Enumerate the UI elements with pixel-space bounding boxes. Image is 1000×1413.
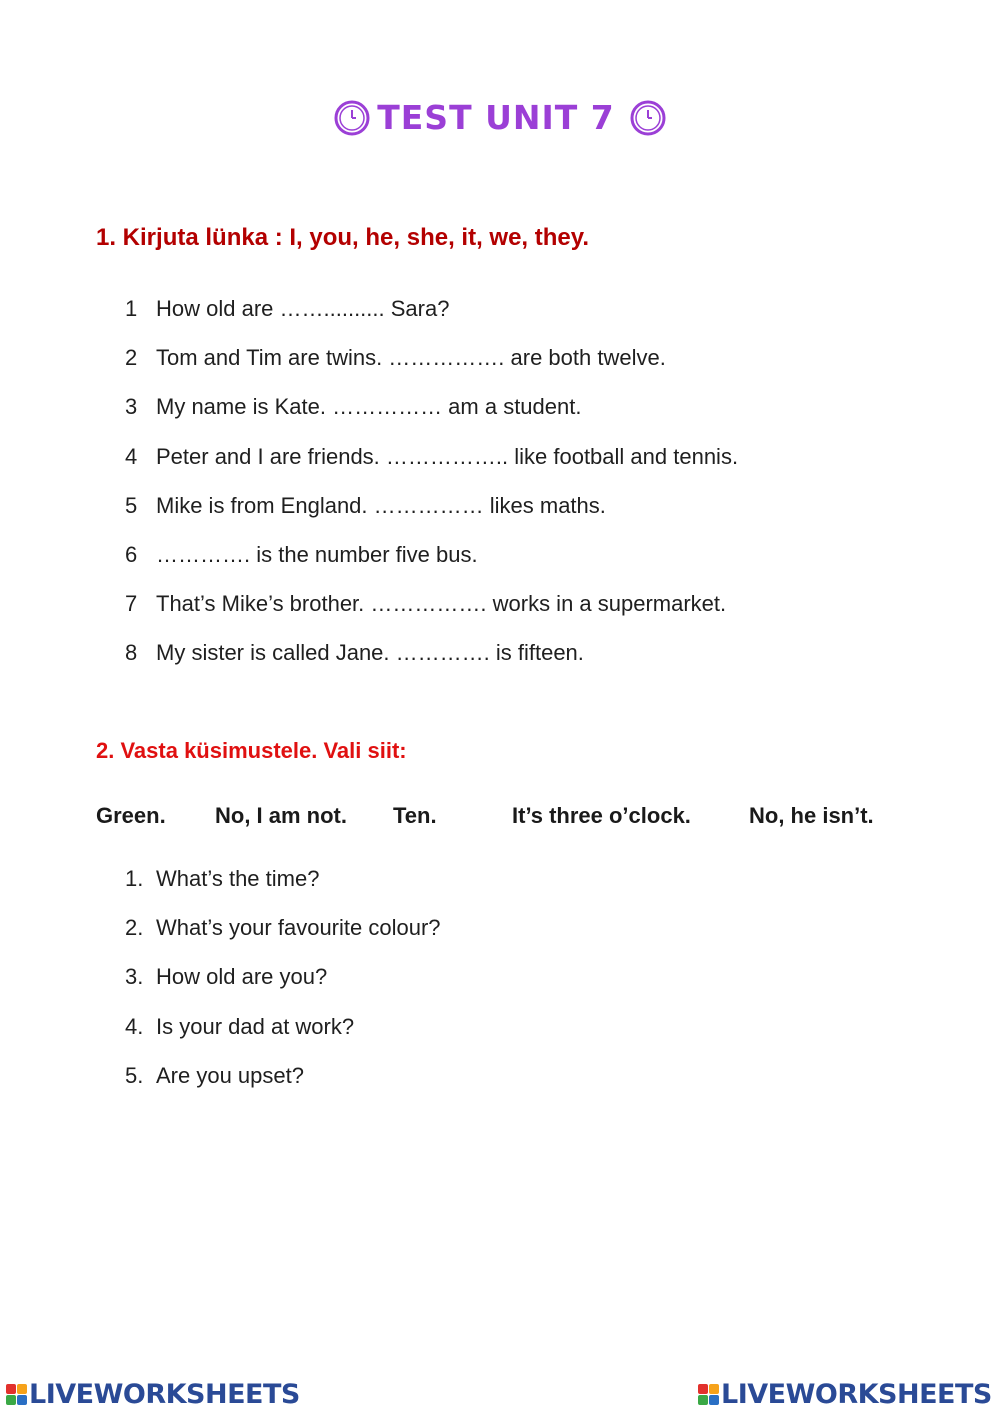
item-number: 1 — [125, 296, 138, 321]
item-number: 1. — [125, 866, 144, 891]
item-number: 4. — [125, 1013, 144, 1039]
list-item — [125, 915, 441, 964]
item-text: My name is Kate. …………… am a student. — [156, 394, 582, 420]
item-text: Is your dad at work? — [156, 1013, 355, 1039]
item-text: Tom and Tim are twins. ……………. are both twelve. — [156, 345, 666, 371]
item-text: Are you upset? — [156, 1062, 304, 1088]
section-1-heading: 1. Kirjuta lünka : I, you, he, she, it, we, they. — [96, 224, 589, 251]
item-number: 2. — [125, 915, 144, 941]
logo-mark-icon — [6, 1384, 27, 1405]
item-text: How old are …….......... Sara? — [156, 296, 450, 321]
answer-option: No, he isn’t. — [749, 803, 874, 828]
list-item — [125, 345, 738, 394]
title-text: TEST UNIT 7 — [377, 98, 615, 137]
list-item — [125, 444, 738, 493]
answer-option: It’s three o’clock. — [512, 803, 691, 828]
liveworksheets-logo[interactable] — [6, 1379, 300, 1410]
item-text: What’s the time? — [156, 866, 320, 891]
answer-option: No, I am not. — [215, 803, 347, 828]
logo-mark-icon — [698, 1384, 719, 1405]
clock-icon — [333, 99, 371, 137]
item-number: 4 — [125, 443, 138, 469]
item-text: …………. is the number five bus. — [156, 541, 478, 567]
item-text: Mike is from England. …………… likes maths. — [156, 492, 606, 518]
item-number: 5 — [125, 492, 138, 518]
item-number: 3. — [125, 964, 144, 990]
list-item — [125, 1063, 441, 1112]
logo-text: LIVEWORKSHEETS — [721, 1379, 992, 1410]
list-item — [125, 591, 738, 640]
section-2-heading: 2. Vasta küsimustele. Vali siit: — [96, 738, 407, 763]
fill-in-list — [125, 296, 738, 690]
list-item — [125, 296, 738, 345]
answer-option: Ten. — [393, 803, 437, 828]
item-number: 3 — [125, 394, 138, 420]
list-item — [125, 866, 441, 915]
list-item — [125, 493, 738, 542]
item-text: Peter and I are friends. …………….. like football and tennis. — [156, 443, 739, 469]
item-text: How old are you? — [156, 964, 328, 990]
item-text: My sister is called Jane. …………. is fifteen. — [156, 640, 584, 666]
list-item — [125, 394, 738, 443]
item-number: 2 — [125, 345, 138, 371]
item-text: What’s your favourite colour? — [156, 915, 441, 941]
item-number: 7 — [125, 591, 138, 617]
list-item — [125, 1014, 441, 1063]
item-text: That’s Mike’s brother. ……………. works in a supermarket. — [156, 591, 727, 617]
logo-text: LIVEWORKSHEETS — [29, 1379, 300, 1410]
item-number: 5. — [125, 1062, 144, 1088]
item-number: 6 — [125, 541, 138, 567]
answer-option: Green. — [96, 803, 166, 828]
liveworksheets-logo[interactable] — [698, 1379, 992, 1410]
item-number: 8 — [125, 640, 138, 666]
list-item — [125, 542, 738, 591]
clock-icon — [629, 99, 667, 137]
page-title — [0, 98, 1000, 137]
question-list — [125, 866, 441, 1112]
list-item — [125, 640, 738, 689]
list-item — [125, 964, 441, 1013]
